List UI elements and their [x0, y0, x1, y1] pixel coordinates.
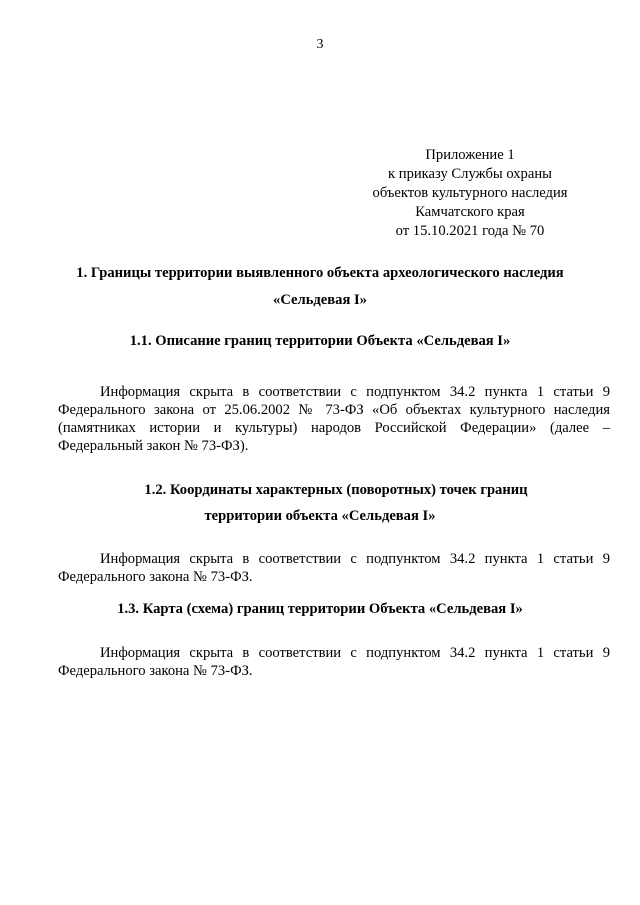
appendix-line-3: объектов культурного наследия [372, 185, 568, 201]
section-1-1-title: 1.1. Описание границ территории Объекта «Сельдевая I» [129, 333, 511, 349]
section-1-3-text: Информация скрыта в соответствии с подпунктом 34.2 пункта 1 статьи 9 Федерального закона № 73-ФЗ. [58, 645, 610, 679]
section-1-1-text: Информация скрыта в соответствии с подпунктом 34.2 пункта 1 статьи 9 Федерального закона от 25.06.2002 № 73-ФЗ «Об объектах культурного наследия (памятниках истории и культуры) народов Российской Федерации» (далее – Федеральный закон № 73-ФЗ). [58, 384, 610, 454]
appendix-line-4: Камчатского края [415, 204, 525, 220]
appendix-block [340, 146, 600, 241]
appendix-line-2: к приказу Службы охраны [388, 166, 552, 182]
section-1-title-line-1: 1. Границы территории выявленного объекта археологического наследия [76, 265, 564, 281]
section-1-title-line-2: «Сельдевая I» [273, 292, 367, 308]
section-1-2-title-line-1: 1.2. Координаты характерных (поворотных) точек границ [144, 482, 528, 498]
section-1-3-title: 1.3. Карта (схема) границ территории Объекта «Сельдевая I» [117, 601, 523, 617]
appendix-line-1: Приложение 1 [425, 147, 515, 163]
section-1-2-title-line-2: территории объекта «Сельдевая I» [204, 508, 436, 524]
appendix-line-5: от 15.10.2021 года № 70 [395, 223, 545, 239]
section-1-2-text: Информация скрыта в соответствии с подпунктом 34.2 пункта 1 статьи 9 Федерального закона № 73-ФЗ. [58, 551, 610, 585]
page-number: 3 [316, 37, 324, 52]
